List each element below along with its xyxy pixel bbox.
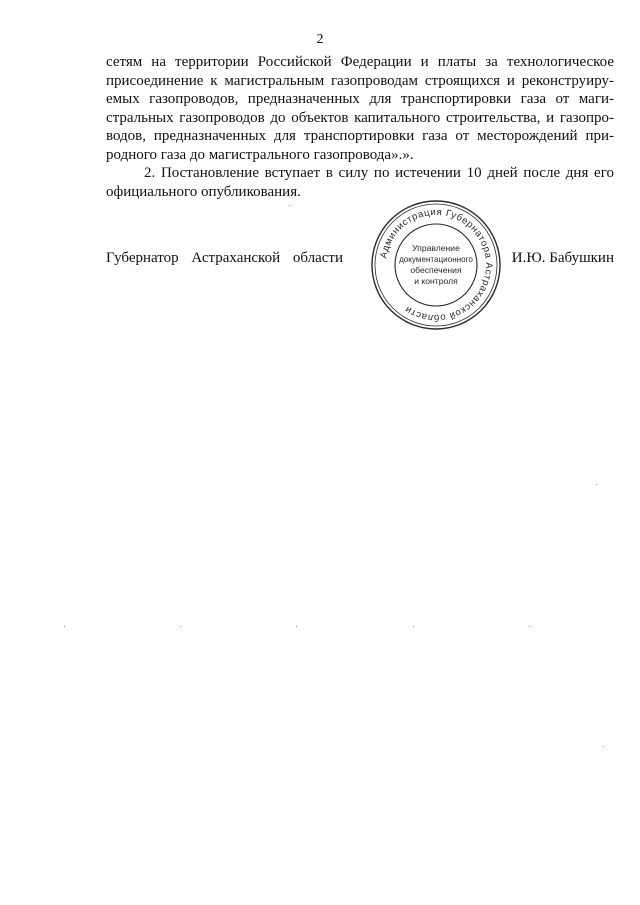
paragraph-continuation [106, 53, 614, 164]
page-number: 2 [316, 32, 324, 47]
scan-speck [529, 626, 530, 627]
text-line: официального опубликования. [106, 183, 301, 200]
text-line: 2. Постановление вступает в силу по истечении 10 дней после дня его [144, 165, 614, 181]
scan-speck [289, 205, 290, 206]
seal-inner-line: обеспечения [410, 265, 462, 275]
text-line: присоединение к магистральным газопроводам строящихся и реконструиру- [106, 72, 614, 89]
seal-ring-text-path: Администрация Губернатора Астраханской области [378, 206, 495, 324]
text-line: водов, предназначенных для транспортировки газа от месторождений при- [106, 128, 614, 144]
text-line: стральных газопроводов до объектов капитального строительства, и газопро- [106, 109, 614, 126]
official-seal [369, 198, 503, 332]
text-line: сетям на территории Российской Федерации и платы за технологическое [106, 54, 614, 70]
scan-speck [64, 626, 65, 627]
seal-inner-line: Управление [412, 243, 460, 253]
scan-speck [180, 626, 181, 627]
text-line: емых газопроводов, предназначенных для транспортировки газа от маги- [106, 91, 614, 107]
seal-inner-line: документационного [399, 255, 473, 264]
signatory-name: И.Ю. Бабушкин [511, 250, 614, 266]
document-body [106, 53, 614, 201]
text-line: родного газа до магистрального газопровода».». [106, 146, 414, 163]
paragraph-effective-date [106, 164, 614, 201]
seal-graphic [369, 198, 503, 332]
seal-inner-line: и контроля [414, 276, 458, 286]
scan-speck [413, 626, 414, 627]
scan-speck [296, 626, 297, 627]
scan-speck [596, 484, 597, 485]
signatory-title: Губернатор Астраханской области [106, 250, 344, 266]
signature-block [106, 249, 614, 271]
scan-speck [603, 746, 604, 747]
